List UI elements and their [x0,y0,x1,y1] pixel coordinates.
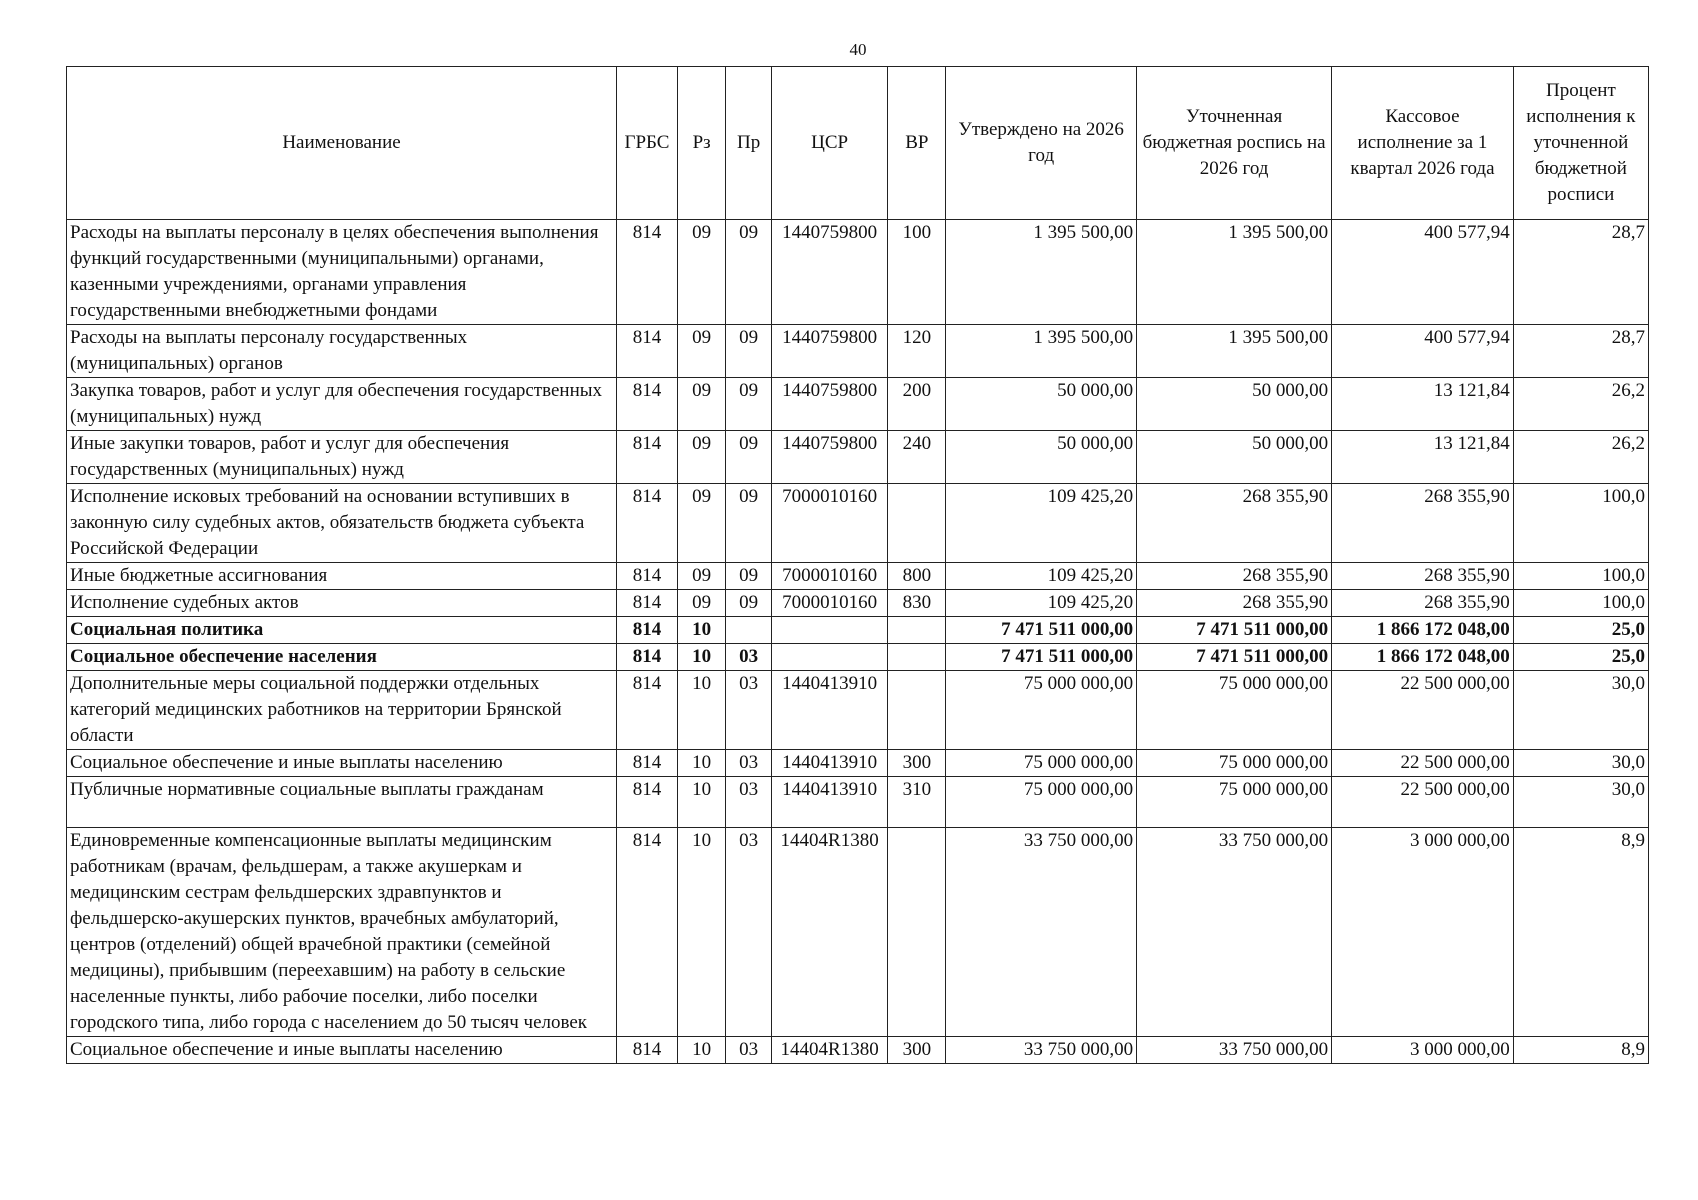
table-header-row [67,67,1649,220]
cell-refined: 268 355,90 [1137,590,1332,617]
cell-cash: 400 577,94 [1332,325,1514,378]
cell-refined: 7 471 511 000,00 [1137,644,1332,671]
cell-cash: 268 355,90 [1332,563,1514,590]
table-row [67,484,1649,563]
cell-vr [888,644,946,671]
cell-cash: 13 121,84 [1332,431,1514,484]
cell-vr: 830 [888,590,946,617]
cell-refined: 1 395 500,00 [1137,220,1332,325]
cell-rz: 09 [677,484,726,563]
cell-rz: 09 [677,220,726,325]
cell-percent: 28,7 [1513,220,1648,325]
cell-cash: 268 355,90 [1332,484,1514,563]
cell-name: Социальная политика [67,617,617,644]
cell-csr: 14404R1380 [771,828,888,1037]
cell-name: Публичные нормативные социальные выплаты гражданам [67,777,617,828]
cell-csr: 1440413910 [771,671,888,750]
page-number: 40 [849,40,867,59]
cell-percent: 8,9 [1513,1037,1648,1064]
cell-name: Единовременные компенсационные выплаты медицинским работникам (врачам, фельдшерам, а также акушеркам и медицинским сестрам фельдшерских здравпунктов и фельдшерско-акушерских пунктов, врачебных амбулаторий, центров (отделений) общей врачебной практики (семейной медицины), прибывшим (переехавшим) на работу в сельские населенные пункты, либо рабочие поселки, либо поселки городского типа, либо города с населением до 50 тысяч человек [67,828,617,1037]
cell-grbs: 814 [617,220,678,325]
cell-rz: 09 [677,325,726,378]
cell-grbs: 814 [617,750,678,777]
cell-percent: 30,0 [1513,777,1648,828]
header-vr: ВР [888,67,946,220]
cell-csr [771,617,888,644]
cell-vr: 300 [888,1037,946,1064]
cell-rz: 09 [677,590,726,617]
cell-percent: 100,0 [1513,590,1648,617]
cell-rz: 10 [677,617,726,644]
cell-name: Иные закупки товаров, работ и услуг для обеспечения государственных (муниципальных) нужд [67,431,617,484]
cell-csr: 1440759800 [771,220,888,325]
header-approved: Утверждено на 2026 год [946,67,1137,220]
cell-cash: 268 355,90 [1332,590,1514,617]
cell-cash: 3 000 000,00 [1332,828,1514,1037]
cell-refined: 75 000 000,00 [1137,671,1332,750]
cell-vr [888,671,946,750]
cell-rz: 10 [677,750,726,777]
cell-csr: 7000010160 [771,563,888,590]
cell-grbs: 814 [617,325,678,378]
cell-name: Закупка товаров, работ и услуг для обеспечения государственных (муниципальных) нужд [67,378,617,431]
cell-refined: 75 000 000,00 [1137,777,1332,828]
cell-name: Исполнение исковых требований на основании вступивших в законную силу судебных актов, обязательств бюджета субъекта Российской Федерации [67,484,617,563]
cell-rz: 10 [677,671,726,750]
cell-cash: 400 577,94 [1332,220,1514,325]
cell-pr: 09 [726,431,771,484]
header-name: Наименование [67,67,617,220]
cell-vr: 240 [888,431,946,484]
cell-grbs: 814 [617,378,678,431]
cell-pr: 09 [726,563,771,590]
cell-percent: 30,0 [1513,671,1648,750]
cell-vr [888,484,946,563]
cell-approved: 109 425,20 [946,484,1137,563]
cell-percent: 30,0 [1513,750,1648,777]
cell-name: Расходы на выплаты персоналу в целях обеспечения выполнения функций государственными (муниципальными) органами, казенными учреждениями, органами управления государственными внебюджетными фондами [67,220,617,325]
cell-percent: 25,0 [1513,644,1648,671]
cell-approved: 1 395 500,00 [946,220,1137,325]
cell-approved: 109 425,20 [946,590,1137,617]
table-row [67,378,1649,431]
cell-grbs: 814 [617,431,678,484]
cell-grbs: 814 [617,777,678,828]
cell-cash: 22 500 000,00 [1332,750,1514,777]
cell-rz: 09 [677,431,726,484]
cell-pr: 09 [726,484,771,563]
cell-approved: 1 395 500,00 [946,325,1137,378]
cell-percent: 26,2 [1513,378,1648,431]
cell-percent: 100,0 [1513,563,1648,590]
cell-pr [726,617,771,644]
cell-grbs: 814 [617,590,678,617]
cell-approved: 75 000 000,00 [946,750,1137,777]
cell-pr: 03 [726,1037,771,1064]
cell-refined: 50 000,00 [1137,378,1332,431]
cell-refined: 50 000,00 [1137,431,1332,484]
table-row [67,617,1649,644]
cell-csr: 1440413910 [771,777,888,828]
cell-vr [888,828,946,1037]
cell-csr [771,644,888,671]
cell-rz: 09 [677,378,726,431]
budget-execution-table [66,66,1649,1064]
header-cash: Кассовое исполнение за 1 квартал 2026 года [1332,67,1514,220]
cell-csr: 7000010160 [771,590,888,617]
cell-grbs: 814 [617,617,678,644]
cell-refined: 75 000 000,00 [1137,750,1332,777]
cell-approved: 75 000 000,00 [946,671,1137,750]
cell-name: Исполнение судебных актов [67,590,617,617]
cell-vr: 300 [888,750,946,777]
cell-name: Иные бюджетные ассигнования [67,563,617,590]
cell-csr: 1440413910 [771,750,888,777]
cell-csr: 1440759800 [771,431,888,484]
table-row [67,750,1649,777]
cell-pr: 09 [726,220,771,325]
cell-rz: 10 [677,1037,726,1064]
table-row [67,325,1649,378]
cell-cash: 22 500 000,00 [1332,777,1514,828]
cell-pr: 09 [726,590,771,617]
header-rz: Рз [677,67,726,220]
table-row [67,644,1649,671]
cell-name: Социальное обеспечение и иные выплаты населению [67,1037,617,1064]
cell-rz: 10 [677,828,726,1037]
table-row [67,590,1649,617]
cell-grbs: 814 [617,671,678,750]
cell-name: Расходы на выплаты персоналу государственных (муниципальных) органов [67,325,617,378]
table-row [67,828,1649,1037]
cell-pr: 09 [726,325,771,378]
table-row [67,671,1649,750]
header-refined: Уточненная бюджетная роспись на 2026 год [1137,67,1332,220]
cell-pr: 03 [726,777,771,828]
cell-approved: 33 750 000,00 [946,828,1137,1037]
header-pr: Пр [726,67,771,220]
cell-rz: 10 [677,644,726,671]
cell-name: Социальное обеспечение населения [67,644,617,671]
header-grbs: ГРБС [617,67,678,220]
cell-percent: 100,0 [1513,484,1648,563]
cell-pr: 09 [726,378,771,431]
table-row [67,220,1649,325]
cell-name: Дополнительные меры социальной поддержки отдельных категорий медицинских работников на территории Брянской области [67,671,617,750]
cell-percent: 28,7 [1513,325,1648,378]
cell-grbs: 814 [617,1037,678,1064]
cell-approved: 33 750 000,00 [946,1037,1137,1064]
cell-cash: 1 866 172 048,00 [1332,617,1514,644]
cell-name: Социальное обеспечение и иные выплаты населению [67,750,617,777]
header-percent: Процент исполнения к уточненной бюджетной росписи [1513,67,1648,220]
table-row [67,563,1649,590]
cell-approved: 50 000,00 [946,431,1137,484]
cell-vr: 200 [888,378,946,431]
cell-grbs: 814 [617,644,678,671]
cell-cash: 3 000 000,00 [1332,1037,1514,1064]
cell-csr: 1440759800 [771,378,888,431]
cell-refined: 1 395 500,00 [1137,325,1332,378]
cell-vr: 310 [888,777,946,828]
cell-rz: 09 [677,563,726,590]
cell-cash: 1 866 172 048,00 [1332,644,1514,671]
cell-cash: 22 500 000,00 [1332,671,1514,750]
cell-refined: 268 355,90 [1137,563,1332,590]
cell-vr: 100 [888,220,946,325]
cell-refined: 33 750 000,00 [1137,1037,1332,1064]
cell-cash: 13 121,84 [1332,378,1514,431]
cell-pr: 03 [726,750,771,777]
cell-vr: 800 [888,563,946,590]
cell-vr: 120 [888,325,946,378]
cell-rz: 10 [677,777,726,828]
cell-csr: 7000010160 [771,484,888,563]
cell-approved: 109 425,20 [946,563,1137,590]
cell-grbs: 814 [617,828,678,1037]
cell-percent: 26,2 [1513,431,1648,484]
cell-percent: 8,9 [1513,828,1648,1037]
cell-approved: 50 000,00 [946,378,1137,431]
cell-approved: 7 471 511 000,00 [946,644,1137,671]
cell-pr: 03 [726,644,771,671]
cell-refined: 7 471 511 000,00 [1137,617,1332,644]
cell-pr: 03 [726,828,771,1037]
cell-approved: 7 471 511 000,00 [946,617,1137,644]
cell-csr: 14404R1380 [771,1037,888,1064]
cell-refined: 268 355,90 [1137,484,1332,563]
table-row [67,777,1649,828]
cell-csr: 1440759800 [771,325,888,378]
cell-approved: 75 000 000,00 [946,777,1137,828]
header-csr: ЦСР [771,67,888,220]
table-row [67,431,1649,484]
cell-pr: 03 [726,671,771,750]
table-row [67,1037,1649,1064]
cell-grbs: 814 [617,484,678,563]
cell-percent: 25,0 [1513,617,1648,644]
cell-vr [888,617,946,644]
cell-refined: 33 750 000,00 [1137,828,1332,1037]
cell-grbs: 814 [617,563,678,590]
